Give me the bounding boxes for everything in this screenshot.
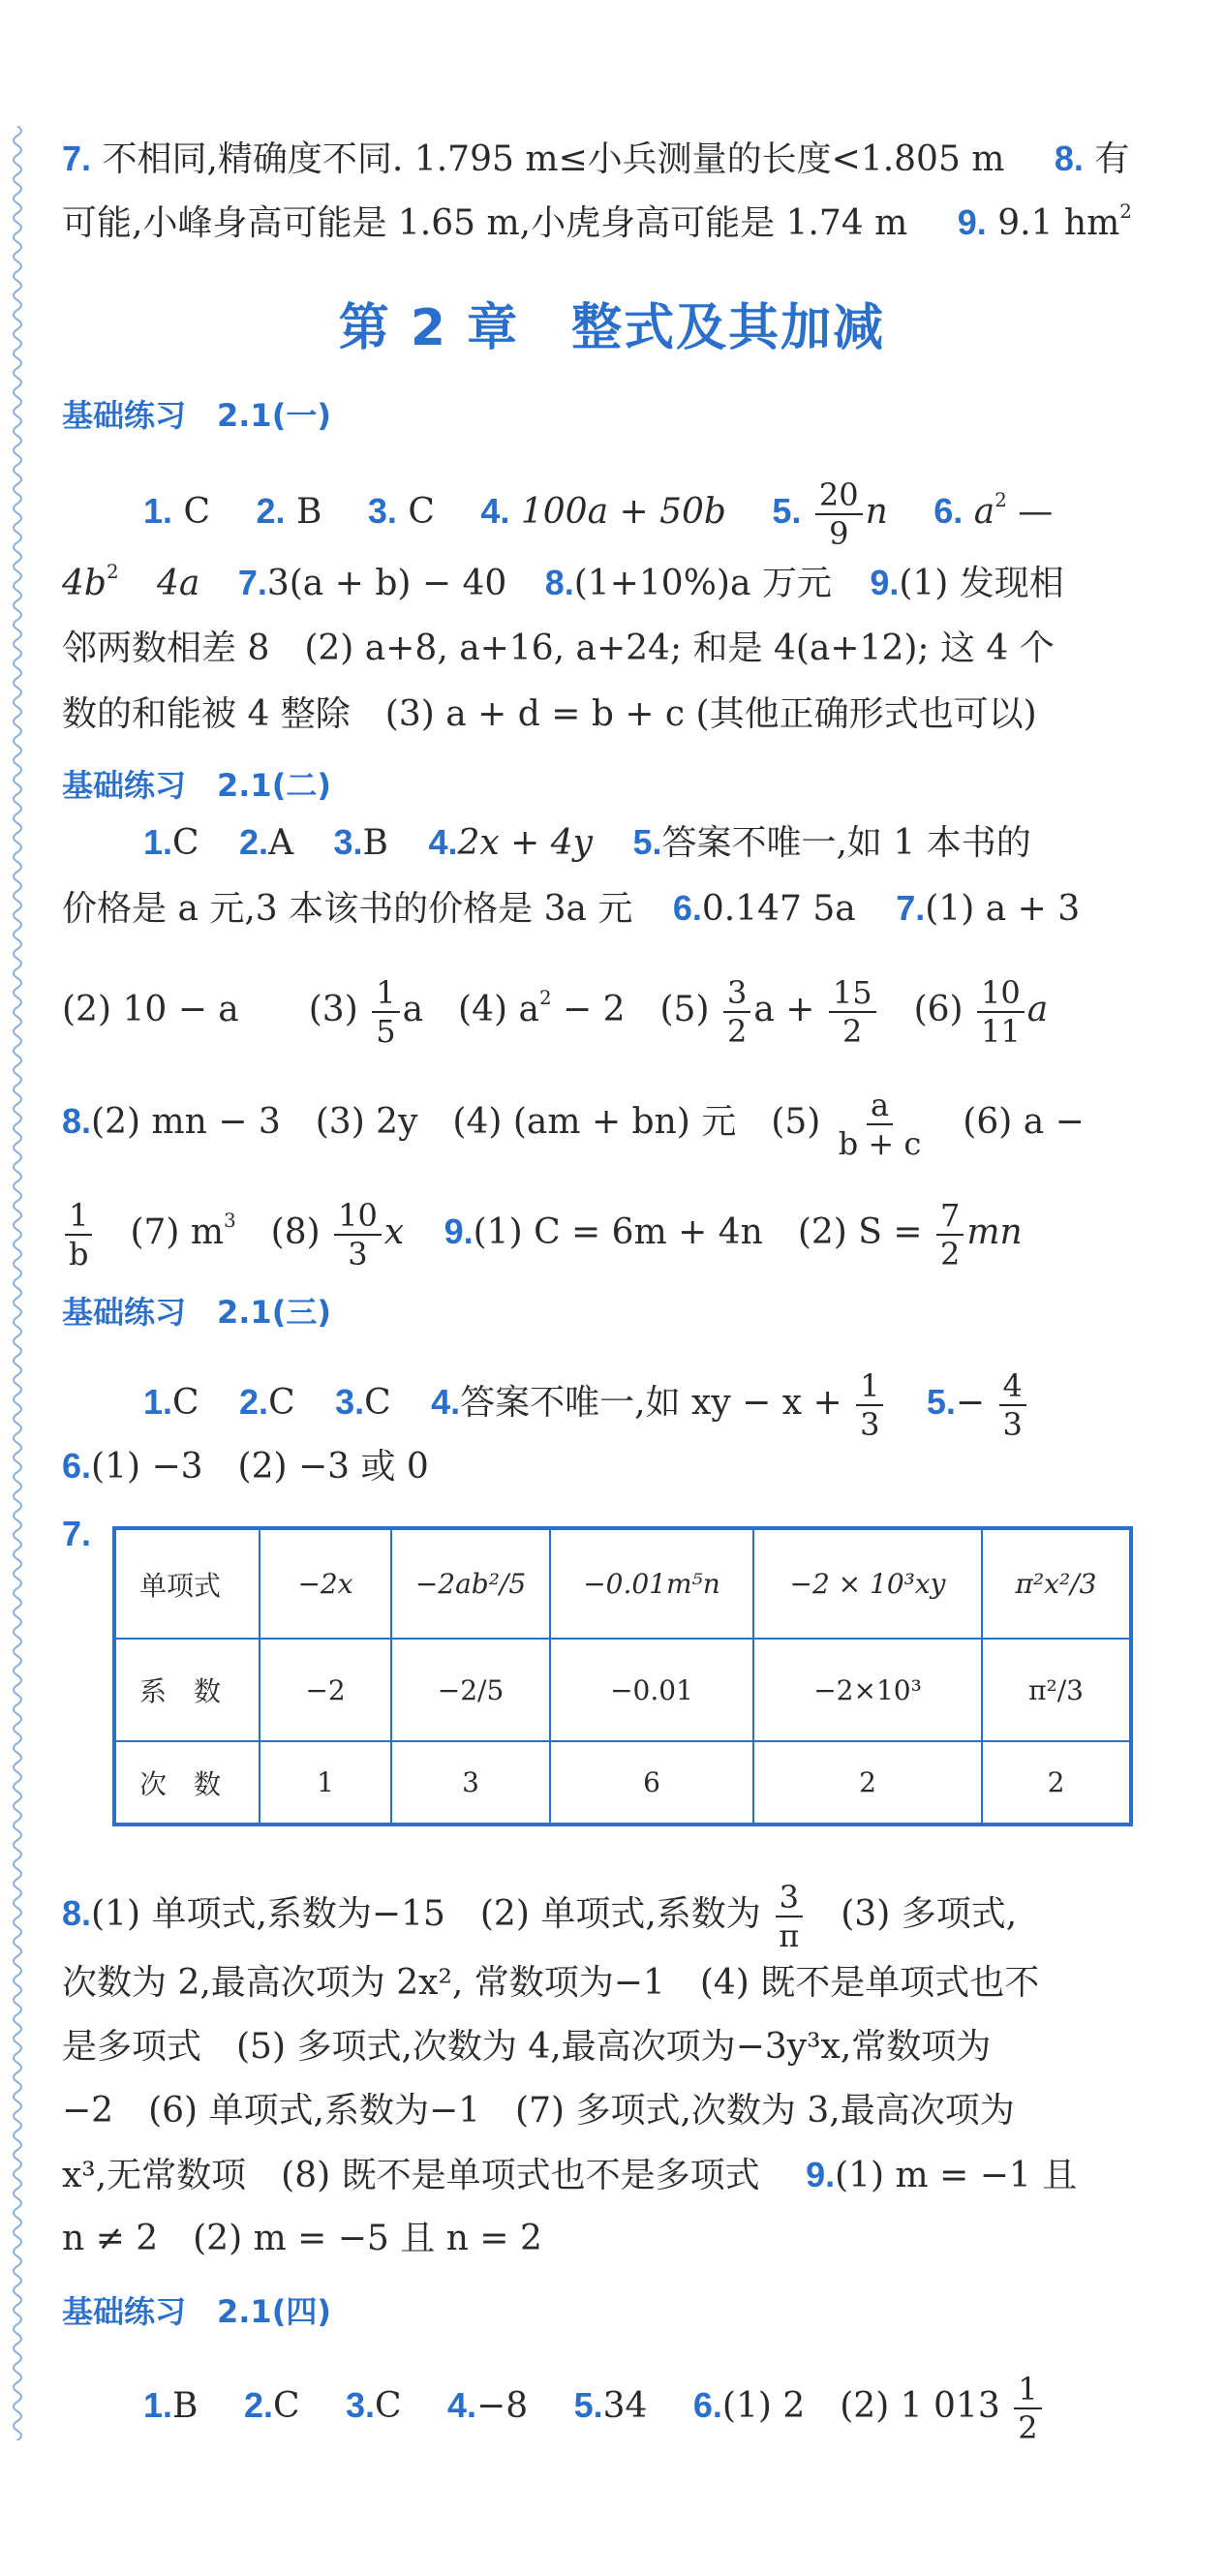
question-number: 9. — [957, 202, 987, 242]
table-cell: 系 数 — [114, 1639, 260, 1741]
fraction: $\frac{1}{5}$ — [372, 974, 399, 1050]
answer-text: C — [364, 1383, 391, 1423]
answer-line — [62, 1087, 1085, 1162]
fraction: $\frac{a}{b + c}$ — [838, 1087, 922, 1162]
question-number: 3. — [367, 491, 397, 531]
fraction: $\frac{1}{2}$ — [1014, 2371, 1041, 2446]
fraction: $\frac{1}{3}$ — [856, 1367, 883, 1443]
question-number: 4. — [428, 822, 458, 862]
answer-line: 数的和能被 4 整除 (3) a + d = b + c (其他正确形式也可以) — [62, 694, 1037, 734]
answer-text: 不相同,精确度不同. 1.795 m≤小兵测量的长度<1.805 m — [102, 139, 1005, 179]
answer-text: −8 — [476, 2386, 529, 2426]
question-number: 4. — [431, 1382, 461, 1422]
answer-line: 次数为 2,最高次项为 2x², 常数项为−1 (4) 既不是单项式也不 — [62, 1963, 1040, 2003]
answer-line — [62, 885, 1080, 933]
answer-line: 邻两数相差 8 (2) a+8, a+16, a+24; 和是 4(a+12); 这 4 个 — [62, 629, 1055, 668]
answer-text: 答案不唯一,如 xy − x + — [460, 1383, 842, 1423]
answer-text: 答案不唯一,如 1 本书的 — [661, 823, 1031, 863]
question-number: 2. — [243, 2385, 273, 2425]
answer-line — [62, 136, 1129, 183]
answer-text: 34 — [602, 2386, 648, 2426]
answer-text: B — [362, 823, 389, 863]
table-cell: 2 — [982, 1741, 1131, 1825]
answer-line: 是多项式 (5) 多项式,次数为 4,最高次项为−3y³x,常数项为 — [62, 2027, 992, 2067]
answer-text: a — [973, 492, 995, 532]
section-heading: 基础练习 2.1(三) — [62, 1294, 331, 1331]
table-cell: π²/3 — [982, 1639, 1131, 1741]
question-number: 9. — [806, 2155, 836, 2194]
answer-text: C — [183, 492, 211, 532]
answer-text: − — [955, 1383, 986, 1423]
section-heading: 基础练习 2.1(一) — [62, 397, 331, 434]
answer-text: (1) C = 6m + 4n (2) S = — [473, 1212, 923, 1252]
answer-text: C — [172, 823, 199, 863]
answer-line — [143, 1367, 1029, 1443]
table-cell: −0.01 — [550, 1639, 753, 1741]
question-number: 8. — [62, 1893, 92, 1933]
table-row — [114, 1639, 1131, 1741]
question-number: 7. — [896, 888, 926, 928]
question-number: 5. — [772, 491, 802, 531]
question-number: 9. — [870, 563, 900, 602]
question-number: 1. — [143, 491, 173, 531]
answer-line: 可能,小峰身高可能是 1.65 m,小虎身高可能是 1.74 m 9. 9.1 $hm^2$ — [62, 200, 1132, 243]
question-number: 8. — [1054, 138, 1084, 178]
answer-line: n ≠ 2 (2) m = −5 且 n = 2 — [62, 2219, 542, 2258]
question-number: 2. — [256, 491, 286, 531]
question-number: 4. — [480, 491, 510, 531]
answer-text: (1) 单项式,系数为−15 (2) 单项式,系数为 — [91, 1894, 761, 1934]
answer-line — [62, 1879, 1017, 1954]
question-number: 2. — [239, 1382, 269, 1422]
answer-text: x — [383, 1212, 405, 1252]
answer-text: 100a + 50b — [520, 492, 726, 532]
table-cell: 1 — [260, 1741, 391, 1825]
answer-text: (7) m — [95, 1212, 225, 1252]
answer-line: $\frac{1}{b}$ (7) $m^3$ (8) $\frac{10}{3}$ x 9.(1) C = 6m + 4n (2) S = $\frac{7}{2}$ mn — [62, 1197, 1023, 1273]
monomial-table — [112, 1526, 1133, 1826]
answer-text: n — [865, 492, 888, 532]
fraction: $\frac{10}{3}$ — [334, 1197, 382, 1273]
table-row — [114, 1528, 1131, 1639]
table-cell: −2ab²/5 — [391, 1528, 550, 1639]
question-number: 5. — [926, 1382, 956, 1422]
table-cell: −2×10³ — [753, 1639, 982, 1741]
answer-text: (1) m = −1 且 — [835, 2156, 1078, 2195]
table-cell: 单项式 — [114, 1528, 260, 1639]
question-number: 6. — [62, 1446, 92, 1486]
question-number: 2. — [239, 822, 269, 862]
answer-text: C — [268, 1383, 295, 1423]
question-number: 6. — [933, 491, 964, 531]
table-cell: −2 — [260, 1639, 391, 1741]
answer-text: mn — [966, 1212, 1023, 1252]
table-cell: π²x²/3 — [982, 1528, 1131, 1639]
question-number: 1. — [143, 2385, 173, 2425]
answer-line — [143, 2371, 1045, 2446]
answer-text: (1) 2 (2) 1 013 — [721, 2386, 1000, 2426]
table-cell: 6 — [550, 1741, 753, 1825]
answer-text: C — [172, 1383, 199, 1423]
answer-text: (1) 发现相 — [899, 564, 1064, 603]
answer-line — [62, 1443, 429, 1490]
question-number: 7. — [62, 1514, 92, 1553]
answer-text: 价格是 a 元,3 本该书的价格是 3a 元 — [62, 889, 633, 929]
table-cell: 次 数 — [114, 1741, 260, 1825]
answer-line: −2 (6) 单项式,系数为−1 (7) 多项式,次数为 3,最高次项为 — [62, 2091, 1015, 2131]
answer-text: − 2 (5) — [551, 990, 710, 1029]
fraction: $\frac{1}{b}$ — [65, 1197, 92, 1273]
answer-text: 4a — [157, 564, 200, 603]
answer-text: a (4) a — [402, 990, 539, 1029]
question-number: 1. — [143, 1382, 173, 1422]
table-row — [114, 1741, 1131, 1825]
question-number: 8. — [544, 563, 574, 602]
answer-text: (2) 10 − a (3) — [62, 990, 358, 1029]
answer-text: (8) — [235, 1212, 321, 1252]
question-number: 7. — [237, 563, 267, 602]
answer-text: (1) −3 (2) −3 或 0 — [91, 1447, 429, 1487]
answer-text: 4b — [62, 564, 107, 603]
answer-text: C — [375, 2386, 402, 2426]
question-number: 6. — [692, 2385, 722, 2425]
table-cell: 2 — [753, 1741, 982, 1825]
question-number: 3. — [335, 1382, 365, 1422]
answer-text: a — [1026, 990, 1049, 1029]
question-number: 4. — [447, 2385, 477, 2425]
fraction: $\frac{20}{9}$ — [815, 476, 863, 552]
answer-text: 0.147 5a — [701, 889, 856, 929]
question-number: 8. — [62, 1101, 92, 1141]
answer-line — [62, 1511, 91, 1558]
question-number: 1. — [143, 822, 173, 862]
question-number: 3. — [345, 2385, 376, 2425]
table-cell: −2 × 10³xy — [753, 1528, 982, 1639]
answer-text: 9.1 hm — [997, 203, 1120, 243]
section-heading: 基础练习 2.1(四) — [62, 2293, 331, 2330]
fraction: $\frac{3}{2}$ — [723, 974, 750, 1050]
answer-text: x³,无常数项 (8) 既不是单项式也不是多项式 — [62, 2156, 760, 2195]
answer-text: (1+10%)a 万元 — [573, 564, 832, 603]
question-number: 5. — [632, 822, 662, 862]
decorative-left-border — [6, 126, 29, 2440]
answer-line — [62, 2152, 1077, 2199]
answer-text: C — [272, 2386, 300, 2426]
question-number: 6. — [672, 888, 702, 928]
question-number: 5. — [573, 2385, 603, 2425]
answer-line: 1. C 2. B 3. C 4. 100a + 50b 5. $\frac{20}{9}$ n 6. $a^2$ — — [143, 476, 1054, 552]
fraction: $\frac{15}{2}$ — [829, 974, 876, 1050]
answer-text: B — [172, 2386, 199, 2426]
answer-text: 有 — [1094, 139, 1130, 179]
answer-text: (2) mn − 3 (3) 2y (4) (am + bn) 元 (5) — [91, 1102, 821, 1142]
fraction: $\frac{4}{3}$ — [999, 1367, 1026, 1443]
question-number: 3. — [333, 822, 363, 862]
fraction: $\frac{10}{11}$ — [977, 974, 1025, 1050]
table-cell: −0.01m⁵n — [550, 1528, 753, 1639]
answer-text: 2x + 4y — [457, 823, 593, 863]
answer-line — [143, 819, 1031, 867]
table-cell: −2/5 — [391, 1639, 550, 1741]
answer-line: (2) 10 − a (3) $\frac{1}{5}$ a (4) $a^2 - 2$ (5) $\frac{3}{2}$ a + $\frac{15}{2}$ (6) $\frac{10}{11}$ a — [62, 974, 1049, 1050]
answer-text: C — [408, 492, 435, 532]
answer-text: 可能,小峰身高可能是 1.65 m,小虎身高可能是 1.74 m — [62, 203, 908, 243]
question-number: 7. — [62, 138, 92, 178]
section-heading: 基础练习 2.1(二) — [62, 767, 331, 804]
answer-text: a + — [753, 990, 815, 1029]
answer-text: B — [295, 492, 322, 532]
table-cell: 3 — [391, 1741, 550, 1825]
chapter-title: 第 2 章 整式及其加减 — [338, 299, 886, 357]
fraction: $\frac{3}{\pi}$ — [775, 1879, 803, 1954]
fraction: $\frac{7}{2}$ — [936, 1197, 964, 1273]
answer-text: (1) a + 3 — [925, 889, 1081, 929]
question-number: 9. — [444, 1211, 474, 1251]
answer-line: $4b^2$ 4a 7.3(a + b) − 40 8.(1+10%)a 万元 9.(1) 发现相 — [62, 561, 1064, 603]
answer-text: 3(a + b) − 40 — [266, 564, 507, 603]
answer-text: (6) a − — [928, 1102, 1085, 1142]
table-cell: −2x — [260, 1528, 391, 1639]
answer-text: (3) 多项式, — [806, 1894, 1018, 1934]
answer-text: A — [268, 823, 294, 863]
answer-text: (6) — [878, 990, 964, 1029]
